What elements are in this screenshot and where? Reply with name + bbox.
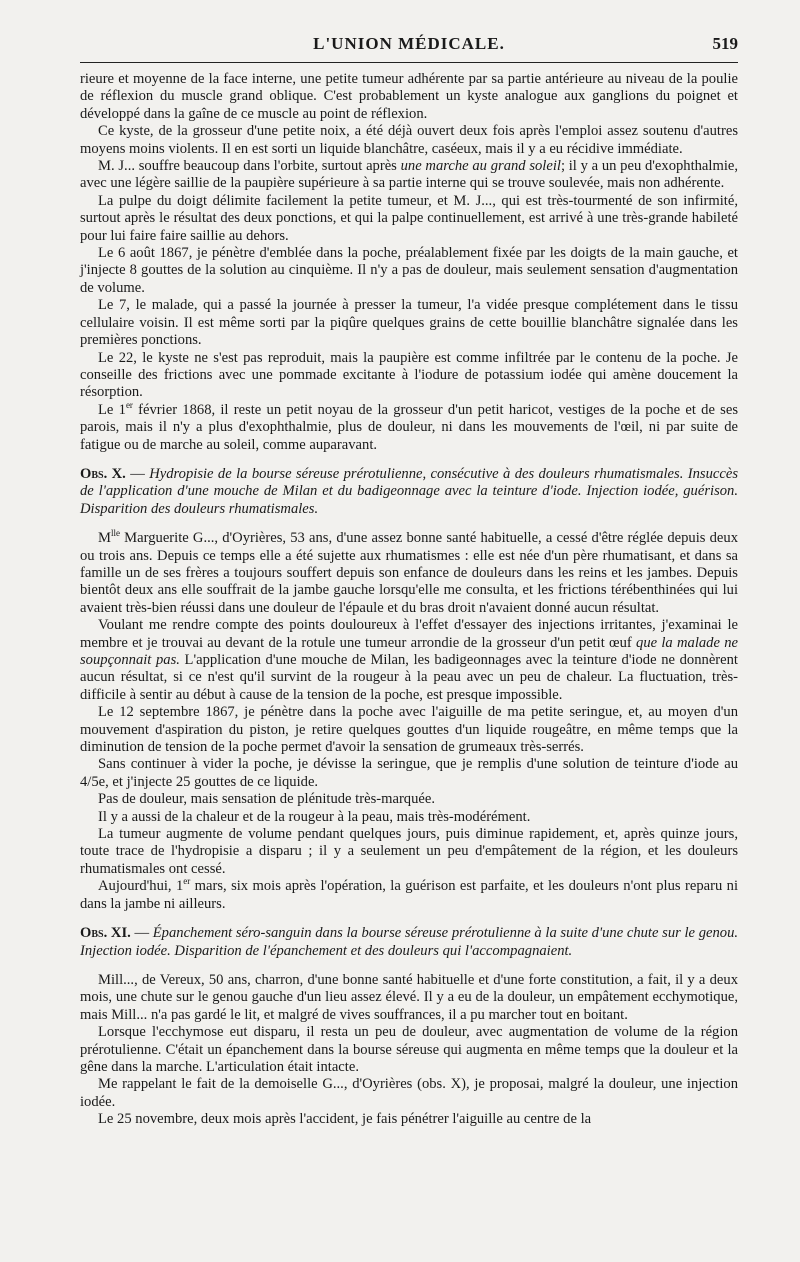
paragraph-text: Voulant me rendre compte des points douloureux à l'effet d'essayer des injections irritantes, j'examinai le membre et je trouvai au devant de la rotule une tumeur arrondie de la grosseur d'un petit œuf xyxy=(80,617,738,651)
paragraph-text: L'application d'une mouche de Milan, les badigeonnages avec la teinture d'iode ne donnèrent aucun résultat, si ce n'est qu'il survint de la rougeur à la peau avec un peu de chaleur. La fluctuation, très-difficile à sentir au début à cause de la tension de la poche, est presque impossible. xyxy=(80,652,738,703)
observation-heading-xi xyxy=(80,925,738,960)
paragraph: Le 25 novembre, deux mois après l'accident, je fais pénétrer l'aiguille au centre de la xyxy=(98,1111,592,1128)
paragraph-text: Le 1 xyxy=(98,401,126,418)
paragraph-text: mars, six mois après l'opération, la guérison est parfaite, et les douleurs n'ont plus reparu ni dans la jambe ni ailleurs. xyxy=(80,878,738,912)
heading-dash: — xyxy=(130,925,153,942)
paragraph: Pas de douleur, mais sensation de plénitude très-marquée. xyxy=(98,791,436,808)
observation-title: Hydropisie de la bourse séreuse prérotulienne, consécutive à des douleurs rhumatismales. Insuccès de l'application d'une mouche de Milan et du badigeonnage avec la teinture d'iode. Injection iodée, guérison. Disparition des douleurs rhumatismales. xyxy=(80,465,738,517)
paragraph: Le 7, le malade, qui a passé la journée à presser la tumeur, l'a vidée presque complétement dans le tissu cellulaire voisin. Il est même sorti par la piqûre quelques grains de cette bouillie blanchâtre signalée dans les premières ponctions. xyxy=(80,297,738,349)
paragraph: Mill..., de Vereux, 50 ans, charron, d'une bonne santé habituelle et d'une forte constitution, a fait, il y a deux mois, une chute sur le genou gauche d'un lieu assez élevé. Il y a eu de la douleur, un empâtement ecchymotique, mais Mill... n'a pas gardé le lit, et malgré de vives souffrances, il a pu marcher tout en boitant. xyxy=(80,971,738,1023)
superscript: lle xyxy=(110,528,120,539)
paragraph: Le 12 septembre 1867, je pénètre dans la poche avec l'aiguille de ma petite seringue, et, au moyen d'un mouvement d'aspiration du piston, je retire quelques gouttes d'un liquide rougeâtre, en même temps que la diminution de tension de la poche permet d'avoir la sensation de grumeaux très-serrés. xyxy=(80,704,738,756)
paragraph xyxy=(80,617,738,704)
paragraph: Lorsque l'ecchymose eut disparu, il resta un peu de douleur, avec augmentation de volume de la région prérotulienne. C'était un épanchement dans la bourse séreuse qui augmenta en même temps que la douleur et la gêne dans la marche. L'articulation était intacte. xyxy=(80,1024,738,1075)
paragraph: Le 6 août 1867, je pénètre d'emblée dans la poche, préalablement fixée par les doigts de la main gauche, et j'injecte 8 gouttes de la solution au cinquième. Il n'y a pas de douleur, mais seulement sensation d'augmentation de volume. xyxy=(80,245,738,296)
paragraph xyxy=(80,530,738,617)
paragraph-text: février 1868, il reste un petit noyau de la grosseur d'un petit haricot, vestiges de la poche et de ses parois, mais il n'y a plus d'exophthalmie, plus de douleur, ni dans les mouvements de l'œil, ni par suite de fatigue ou de marche au soleil, comme auparavant. xyxy=(80,401,739,453)
emphasis-text: que la malade ne soupçonnait pas. xyxy=(80,634,738,668)
paragraph: Il y a aussi de la chaleur et de la rougeur à la peau, mais très-modérément. xyxy=(98,808,531,825)
observation-title: Épanchement séro-sanguin dans la bourse séreuse prérotulienne à la suite d'une chute sur le genou. Injection iodée. Disparition de l'épanchement et des douleurs qui l'accompagnaient. xyxy=(80,925,739,959)
superscript: er xyxy=(183,876,191,887)
paragraph: La pulpe du doigt délimite facilement la petite tumeur, et M. J..., qui est très-tourmenté de son infirmité, surtout après le résultat des deux ponctions, et qui la palpe continuellement, est arrivé à une très-grande habileté pour lui faire faire saillie au dehors. xyxy=(80,192,738,244)
paragraph-text: M xyxy=(98,530,111,547)
paragraph: Sans continuer à vider la poche, je dévisse la seringue, que je remplis d'une solution de teinture d'iode au 4/5e, et j'injecte 25 gouttes de ce liquide. xyxy=(80,756,738,790)
paragraph: La tumeur augmente de volume pendant quelques jours, puis diminue rapidement, et, après quinze jours, toute trace de l'hydropisie a disparu ; il y a seulement un peu d'empâtement de la région, et les douleurs rhumatismales ont cessé. xyxy=(80,826,738,877)
paragraph: rieure et moyenne de la face interne, une petite tumeur adhérente par sa partie antérieure au niveau de la poulie de réflexion du muscle grand oblique. C'est probablement un kyste analogue aux ganglions du poignet et développé dans la gaîne de ce muscle au point de réflexion. xyxy=(80,71,738,122)
paragraph-text: ; il y a un peu d'exophthalmie, avec une légère saillie de la paupière supérieure à sa partie interne qui se trouve soulevée, mais non adhérente. xyxy=(80,158,739,192)
paragraph-text: Marguerite G..., d'Oyrières, 53 ans, d'une assez bonne santé habituelle, a cessé d'être réglée depuis deux ou trois ans. Depuis ce temps elle a été sujette aux rhumatismes : elle est née d'un père rhumatisant, et dans sa famille un de ses frères a toujours souffert depuis son enfance de douleurs dans les reins et les jambes. Depuis bientôt deux ans elle souffrait de la jambe gauche lorsqu'elle me consulta, et les frictions térébenthinées qui lui avaient très-bien réussi dans une douleur de l'épaule et du bras droit n'avaient donné aucun résultat. xyxy=(80,530,738,616)
paragraph: Ce kyste, de la grosseur d'une petite noix, a été déjà ouvert deux fois après l'emploi assez soutenu d'autres moyens moins violents. Il en est sorti un liquide blanchâtre, caséeux, mais il y a eu récidive immédiate. xyxy=(80,123,738,157)
paragraph: Me rappelant le fait de la demoiselle G..., d'Oyrières (obs. X), je proposai, malgré la douleur, une injection iodée. xyxy=(80,1076,738,1110)
paragraph-text: Aujourd'hui, 1 xyxy=(98,878,184,895)
paragraph xyxy=(80,878,738,913)
page-number: 519 xyxy=(712,34,738,53)
observation-label: Obs. X. xyxy=(80,465,126,482)
paragraph xyxy=(80,399,739,454)
superscript: er xyxy=(125,399,133,410)
paragraph-text: M. J... souffre beaucoup dans l'orbite, surtout après xyxy=(98,158,401,175)
paragraph xyxy=(80,158,738,193)
emphasis-text: une marche au grand soleil xyxy=(400,158,561,175)
paragraph: Le 22, le kyste ne s'est pas reproduit, mais la paupière est comme infiltrée par le contenu de la poche. Je conseille des frictions avec une pommade excitante à l'iodure de potassium iodée qui amène doucement la résorption. xyxy=(80,349,738,401)
observation-heading-x xyxy=(80,466,738,518)
observation-label: Obs. XI. xyxy=(80,925,131,942)
heading-dash: — xyxy=(125,465,150,482)
body-text xyxy=(80,71,738,1129)
page-header xyxy=(80,30,738,63)
running-title: L'UNION MÉDICALE. xyxy=(313,34,505,53)
